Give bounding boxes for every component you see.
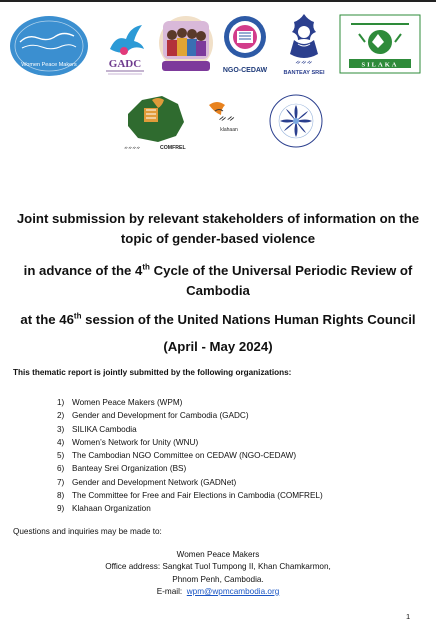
list-number: 8)	[57, 491, 65, 501]
list-number: 3)	[57, 424, 65, 434]
org-name: The Committee for Free and Fair Elections in Cambodia (COMFREL)	[72, 491, 323, 501]
gadc-logo	[100, 13, 150, 77]
org-name: Gender and Development Network (GADNet)	[72, 477, 237, 487]
comfrel-logo-text: COMFREL	[160, 145, 186, 151]
session-post: session of the United Nations Human Rights Council	[81, 312, 416, 327]
list-item	[57, 462, 323, 475]
list-item	[57, 436, 323, 449]
gadc-logo-text: GADC	[108, 58, 142, 70]
organization-list	[57, 396, 323, 516]
subtitle-sup: th	[142, 262, 150, 272]
contact-address-2: Phnom Penh, Cambodia.	[172, 574, 264, 584]
list-number: 9)	[57, 504, 65, 514]
silaka-logo-text: SILAKA	[361, 61, 399, 69]
banteay-srei-logo-text: BANTEAY SREI	[283, 70, 325, 76]
org-name: Women Peace Makers (WPM)	[72, 398, 183, 407]
org-name: Gender and Development for Cambodia (GADC)	[72, 411, 249, 421]
email-label: E-mail:	[156, 586, 183, 596]
ngo-cedaw-logo-text: NGO-CEDAW	[222, 67, 268, 74]
silaka-logo	[339, 14, 421, 74]
page-number: 1	[406, 612, 411, 621]
wnu-logo	[158, 15, 214, 77]
wpm-logo	[8, 14, 90, 78]
contact-address-1: Office address: Sangkat Tuol Tumpong II, Khan Chamkarmon,	[105, 562, 331, 572]
comfrel-logo	[120, 92, 192, 154]
subtitle-post: Cycle of the Universal Periodic Review of	[149, 263, 413, 278]
list-number: 1)	[57, 398, 65, 407]
contact-block	[0, 549, 436, 598]
document-title	[0, 209, 436, 249]
title-line-1: Joint submission by relevant stakeholders of information on the	[16, 211, 420, 226]
top-border	[0, 0, 436, 2]
gadnet-logo	[268, 93, 324, 149]
org-name: Klahaan Organization	[72, 504, 151, 514]
email-link[interactable]: wpm@wpmcambodia.org	[186, 586, 280, 596]
svg-text:ᨀᨀᨀᨀ: ᨀᨀᨀᨀ	[124, 145, 141, 151]
list-item	[57, 489, 323, 502]
list-item	[57, 502, 323, 515]
banteay-srei-logo	[280, 12, 328, 78]
questions-text: Questions and inquiries may be made to:	[13, 527, 162, 536]
wpm-logo-text: Women Peace Makers	[21, 62, 77, 68]
org-name: Women’s Network for Unity (WNU)	[72, 437, 199, 447]
title-line-2: topic of gender-based violence	[120, 231, 316, 246]
list-item	[57, 396, 323, 409]
org-name: SILIKA Cambodia	[72, 424, 137, 434]
klahaan-logo	[205, 97, 249, 141]
list-item	[57, 409, 323, 422]
list-item	[57, 449, 323, 462]
list-number: 2)	[57, 411, 65, 421]
session-pre: at the 46	[20, 312, 74, 327]
ngo-cedaw-logo	[220, 15, 270, 77]
intro-text: This thematic report is jointly submitted by the following organizations:	[13, 368, 292, 377]
list-item	[57, 423, 323, 436]
session-sup: th	[73, 311, 82, 321]
session-heading	[0, 310, 436, 330]
contact-email-row	[0, 586, 436, 598]
subtitle-line-2: Cambodia	[186, 283, 250, 298]
svg-text:ᨀᨀ: ᨀᨀ	[218, 113, 236, 124]
document-subtitle	[0, 261, 436, 301]
list-number: 5)	[57, 451, 65, 461]
session-dates: (April - May 2024)	[163, 339, 273, 354]
list-item	[57, 476, 323, 489]
org-name: The Cambodian NGO Committee on CEDAW (NGO-CEDAW)	[72, 451, 297, 461]
list-number: 6)	[57, 464, 65, 474]
svg-text:ᨀᨀᨀ: ᨀᨀᨀ	[295, 58, 313, 66]
klahaan-logo-text: klahaan	[220, 127, 238, 133]
subtitle-line-1	[0, 261, 436, 281]
list-number: 4)	[57, 437, 65, 447]
org-name: Banteay Srei Organization (BS)	[72, 464, 187, 474]
list-number: 7)	[57, 477, 65, 487]
contact-org: Women Peace Makers	[176, 550, 260, 559]
subtitle-pre: in advance of the 4	[23, 263, 143, 278]
